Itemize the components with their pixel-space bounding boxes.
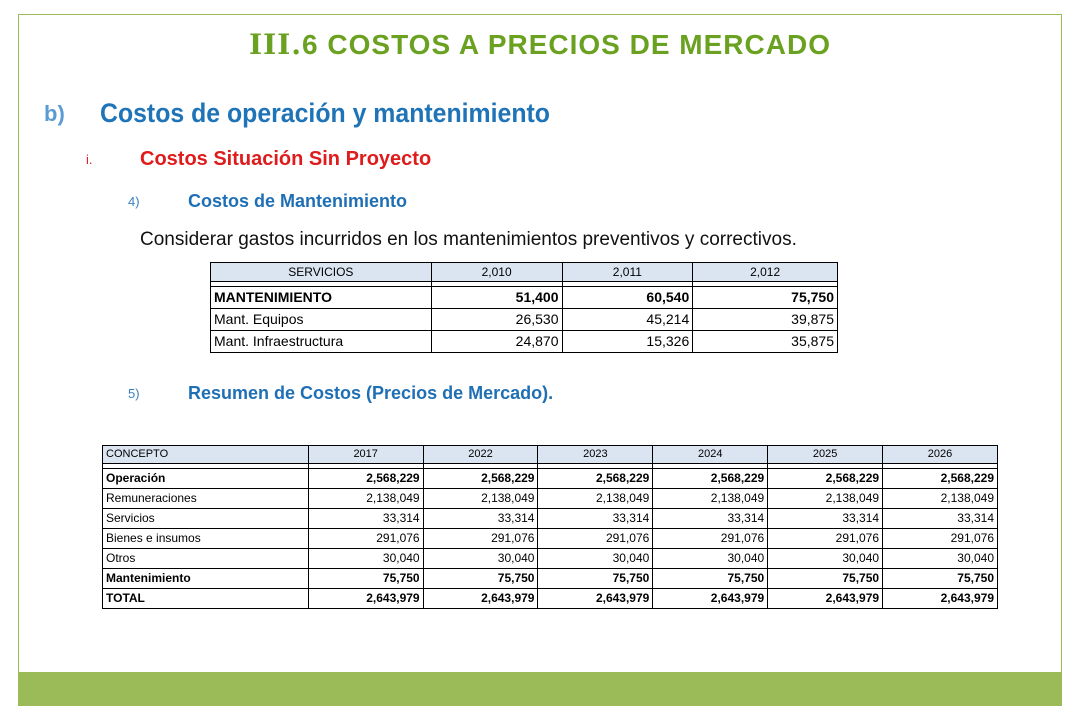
item-text: Costos de Mantenimiento	[188, 191, 408, 211]
value-cell: 75,750	[693, 287, 838, 309]
value-cell: 2,138,049	[883, 489, 998, 509]
row-label: Mant. Equipos	[211, 309, 432, 331]
heading-operation-maintenance	[44, 98, 589, 129]
header-cell: 2,011	[562, 263, 693, 282]
header-cell: 2,010	[431, 263, 562, 282]
header-cell: 2024	[653, 446, 768, 464]
value-cell: 2,643,979	[653, 589, 768, 609]
value-cell: 2,643,979	[308, 589, 423, 609]
row-label: Otros	[103, 549, 309, 569]
maintenance-table	[210, 262, 838, 353]
value-cell: 2,643,979	[883, 589, 998, 609]
subheading-text: Costos Situación Sin Proyecto	[140, 148, 432, 170]
value-cell: 2,138,049	[538, 489, 653, 509]
header-cell: 2025	[768, 446, 883, 464]
value-cell: 2,643,979	[538, 589, 653, 609]
value-cell: 51,400	[431, 287, 562, 309]
value-cell: 291,076	[883, 529, 998, 549]
table-row-total	[103, 589, 998, 609]
row-label: TOTAL	[103, 589, 309, 609]
table-row	[103, 569, 998, 589]
table-row	[211, 331, 838, 353]
header-cell: SERVICIOS	[211, 263, 432, 282]
header-cell: CONCEPTO	[103, 446, 309, 464]
value-cell: 30,040	[768, 549, 883, 569]
table-row	[103, 509, 998, 529]
value-cell: 30,040	[538, 549, 653, 569]
value-cell: 2,138,049	[653, 489, 768, 509]
heading-marker: b)	[44, 100, 65, 126]
table-header-row	[211, 263, 838, 282]
value-cell: 291,076	[768, 529, 883, 549]
table-row	[103, 469, 998, 489]
subheading-sin-proyecto	[86, 148, 431, 171]
item-marker: 5)	[128, 386, 140, 401]
value-cell: 75,750	[768, 569, 883, 589]
value-cell: 75,750	[308, 569, 423, 589]
value-cell: 33,314	[308, 509, 423, 529]
header-cell: 2022	[423, 446, 538, 464]
value-cell: 291,076	[308, 529, 423, 549]
value-cell: 26,530	[431, 309, 562, 331]
slide-title	[0, 28, 1080, 61]
value-cell: 291,076	[653, 529, 768, 549]
value-cell: 291,076	[423, 529, 538, 549]
heading-text: Costos de operación y mantenimiento	[100, 98, 550, 128]
footer-bar	[18, 672, 1062, 706]
value-cell: 33,314	[423, 509, 538, 529]
value-cell: 2,568,229	[653, 469, 768, 489]
value-cell: 60,540	[562, 287, 693, 309]
row-label: Operación	[103, 469, 309, 489]
row-label: Bienes e insumos	[103, 529, 309, 549]
body-paragraph: Considerar gastos incurridos en los mantenimientos preventivos y correctivos.	[140, 229, 797, 250]
value-cell: 75,750	[423, 569, 538, 589]
value-cell: 30,040	[423, 549, 538, 569]
value-cell: 75,750	[883, 569, 998, 589]
header-cell: 2023	[538, 446, 653, 464]
item-resumen-costos	[128, 383, 553, 404]
value-cell: 45,214	[562, 309, 693, 331]
value-cell: 2,568,229	[883, 469, 998, 489]
value-cell: 75,750	[538, 569, 653, 589]
table-row	[211, 287, 838, 309]
value-cell: 15,326	[562, 331, 693, 353]
summary-table	[102, 445, 998, 609]
table-row	[103, 529, 998, 549]
value-cell: 33,314	[538, 509, 653, 529]
value-cell: 30,040	[883, 549, 998, 569]
value-cell: 30,040	[653, 549, 768, 569]
value-cell: 35,875	[693, 331, 838, 353]
value-cell: 2,643,979	[423, 589, 538, 609]
value-cell: 33,314	[768, 509, 883, 529]
row-label: MANTENIMIENTO	[211, 287, 432, 309]
value-cell: 30,040	[308, 549, 423, 569]
title-roman: III.	[249, 28, 303, 61]
table-row	[103, 549, 998, 569]
value-cell: 2,138,049	[423, 489, 538, 509]
item-marker: 4)	[128, 194, 140, 209]
value-cell: 2,643,979	[768, 589, 883, 609]
row-label: Mantenimiento	[103, 569, 309, 589]
table-row	[103, 489, 998, 509]
row-label: Remuneraciones	[103, 489, 309, 509]
value-cell: 2,568,229	[423, 469, 538, 489]
subheading-marker: i.	[86, 152, 93, 167]
value-cell: 2,568,229	[768, 469, 883, 489]
header-cell: 2,012	[693, 263, 838, 282]
value-cell: 2,568,229	[538, 469, 653, 489]
value-cell: 291,076	[538, 529, 653, 549]
value-cell: 2,568,229	[308, 469, 423, 489]
value-cell: 39,875	[693, 309, 838, 331]
value-cell: 2,138,049	[768, 489, 883, 509]
item-text: Resumen de Costos (Precios de Mercado).	[188, 383, 554, 403]
value-cell: 33,314	[653, 509, 768, 529]
header-cell: 2017	[308, 446, 423, 464]
row-label: Mant. Infraestructura	[211, 331, 432, 353]
value-cell: 2,138,049	[308, 489, 423, 509]
value-cell: 24,870	[431, 331, 562, 353]
table-row	[211, 309, 838, 331]
row-label: Servicios	[103, 509, 309, 529]
value-cell: 75,750	[653, 569, 768, 589]
item-costos-mantenimiento	[128, 191, 407, 212]
header-cell: 2026	[883, 446, 998, 464]
table-header-row	[103, 446, 998, 464]
title-text: 6 COSTOS A PRECIOS DE MERCADO	[302, 29, 831, 60]
value-cell: 33,314	[883, 509, 998, 529]
